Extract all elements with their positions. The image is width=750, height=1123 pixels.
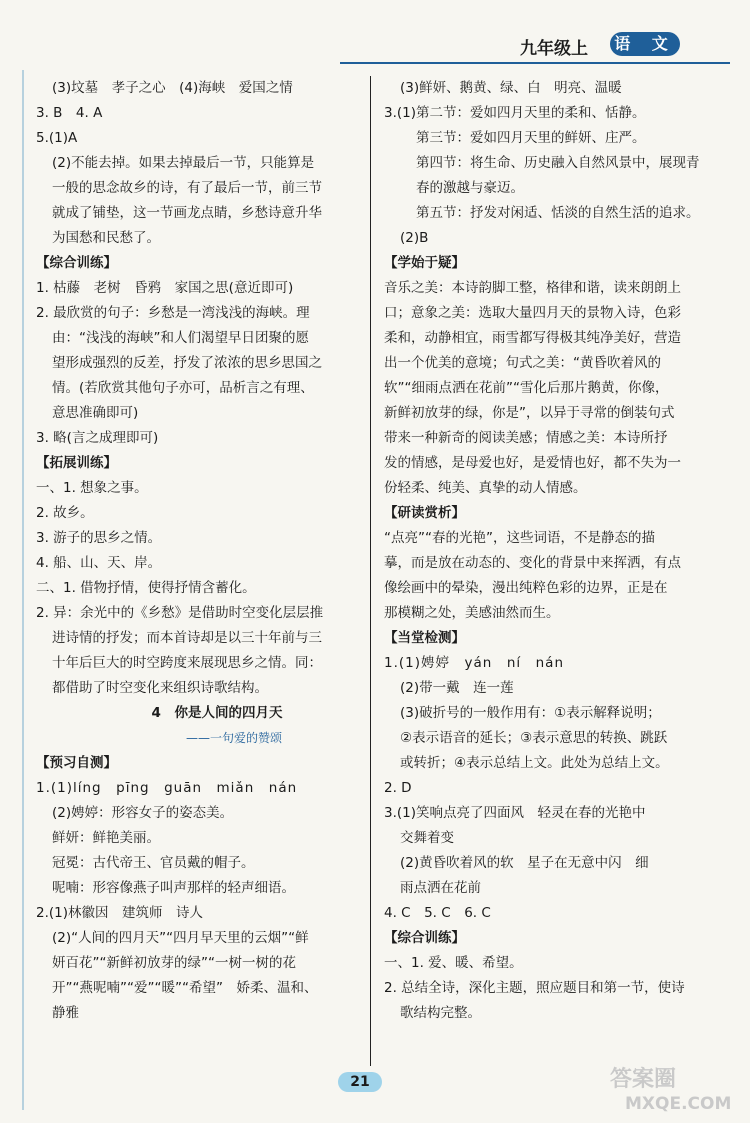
answer-line: (2)B [400, 230, 429, 246]
answer-line: 口；意象之美：选取大量四月天的景物入诗，色彩 [384, 305, 681, 321]
answer-line: 情。(若欣赏其他句子亦可，品析言之有理、 [52, 380, 314, 396]
answer-line: 1.(1)娉婷 yán ní nán [384, 655, 565, 671]
answer-line: 第四节：将生命、历史融入自然风景中，展现青 [416, 155, 700, 171]
answer-line: 2. 总结全诗，深化主题，照应题目和第一节，使诗 [384, 980, 685, 996]
answer-line: 2. 异：余光中的《乡愁》是借助时空变化层层推 [36, 605, 324, 621]
watermark-logo: 答案圈 [610, 1067, 677, 1092]
answer-line: 就成了铺垫，这一节画龙点睛，乡愁诗意升华 [52, 205, 322, 221]
answer-line: 5.(1)A [36, 130, 78, 146]
answer-line: 都借助了时空变化来组织诗歌结构。 [52, 680, 268, 696]
answer-line: 一、1. 爱、暖、希望。 [384, 955, 523, 971]
answer-line: 开”“燕呢喃”“爱”“暖”“希望” 娇柔、温和、 [52, 980, 318, 996]
answer-line: 柔和，动静相宜，雨雪都写得极其纯净美好，营造 [384, 330, 681, 346]
answer-line: 十年后巨大的时空跨度来展现思乡之情。同： [52, 655, 322, 671]
section-heading: 【学始于疑】 [384, 255, 465, 271]
right-column [384, 76, 714, 1026]
answer-line: (3)破折号的一般作用有：①表示解释说明； [400, 705, 661, 721]
section-heading: 【研读赏析】 [384, 505, 465, 521]
answer-line: 1. 枯藤 老树 昏鸦 家国之思(意近即可) [36, 280, 294, 296]
binding-spine-line [22, 70, 24, 1110]
answer-line: 份轻柔、纯美、真挚的动人情感。 [384, 480, 587, 496]
answer-line: (3)鲜妍、鹅黄、绿、白 明亮、温暖 [400, 80, 622, 96]
answer-line: 或转折；④表示总结上文。此处为总结上文。 [400, 755, 669, 771]
subject-badge: 语 文 [610, 32, 680, 56]
answer-line: 第三节：爱如四月天里的鲜妍、庄严。 [416, 130, 646, 146]
answer-line: 冠冕：古代帝王、官员戴的帽子。 [52, 855, 255, 871]
answer-line: 4. 船、山、天、岸。 [36, 555, 162, 571]
answer-line: 像绘画中的晕染，漫出纯粹色彩的边界，正是在 [384, 580, 668, 596]
section-heading: 【综合训练】 [36, 255, 117, 271]
answer-line: 望形成强烈的反差，抒发了浓浓的思乡思国之 [52, 355, 322, 371]
answer-line: 雨点洒在花前 [400, 880, 481, 896]
answer-line: 出一个优美的意境；句式之美：“黄昏吹着风的 [384, 355, 661, 371]
section-heading: 【综合训练】 [384, 930, 465, 946]
answer-line: 二、1. 借物抒情，使得抒情含蓄化。 [36, 580, 256, 596]
answer-line: 3. 游子的思乡之情。 [36, 530, 162, 546]
answer-line: 由：“浅浅的海峡”和人们渴望早日团聚的愿 [52, 330, 309, 346]
answer-line: (3)坟墓 孝子之心 (4)海峡 爱国之情 [52, 80, 293, 96]
section-heading: 【拓展训练】 [36, 455, 117, 471]
answer-line: 交舞着变 [400, 830, 454, 846]
answer-line: 2. 故乡。 [36, 505, 94, 521]
answer-line: (2)黄昏吹着风的软 星子在无意中闪 细 [400, 855, 649, 871]
answer-line: 进诗情的抒发；而本首诗却是以三十年前与三 [52, 630, 322, 646]
lesson-title: 4 你是人间的四月天 [151, 705, 283, 721]
answer-line: 3. 略(言之成理即可) [36, 430, 159, 446]
answer-line: 静雅 [52, 1005, 79, 1021]
answer-line: 4. C 5. C 6. C [384, 905, 491, 921]
answer-line: 呢喃：形容像燕子叫声那样的轻声细语。 [52, 880, 295, 896]
answer-line: 3. B 4. A [36, 105, 103, 121]
answer-line: 为国愁和民愁了。 [52, 230, 160, 246]
page-number: 21 [338, 1072, 382, 1092]
answer-line: 2. D [384, 780, 412, 796]
answer-line: 3.(1)笑响点亮了四面风 轻灵在春的光艳中 [384, 805, 646, 821]
watermark-url: MXQE.COM [625, 1094, 732, 1114]
grade-label: 九年级上 [520, 39, 588, 59]
answer-line: 意思准确即可) [52, 405, 139, 421]
page-header [0, 30, 750, 70]
answer-line: “点亮”“春的光艳”，这些词语，不是静态的描 [384, 530, 655, 546]
section-heading: 【预习自测】 [36, 755, 117, 771]
answer-line: 妍百花”“新鲜初放芽的绿”“一树一树的花 [52, 955, 296, 971]
answer-line: (2)带一戴 连一莲 [400, 680, 514, 696]
answer-line: 软”“细雨点洒在花前”“雪化后那片鹅黄，你像， [384, 380, 669, 396]
column-divider [370, 76, 371, 1066]
left-column [36, 76, 362, 1026]
answer-line: (2)娉婷：形容女子的姿态美。 [52, 805, 234, 821]
answer-line: 2. 最欣赏的句子：乡愁是一湾浅浅的海峡。理 [36, 305, 310, 321]
answer-line: 鲜妍：鲜艳美丽。 [52, 830, 160, 846]
answer-line: 第五节：抒发对闲适、恬淡的自然生活的追求。 [416, 205, 700, 221]
answer-line: 3.(1)第二节：爱如四月天里的柔和、恬静。 [384, 105, 646, 121]
answer-line: 发的情感，是母爱也好，是爱情也好，都不失为一 [384, 455, 681, 471]
answer-line: 2.(1)林徽因 建筑师 诗人 [36, 905, 204, 921]
section-heading: 【当堂检测】 [384, 630, 465, 646]
answer-line: (2)不能去掉。如果去掉最后一节，只能算是 [52, 155, 315, 171]
answer-line: (2)“人间的四月天”“四月早天里的云烟”“鲜 [52, 930, 309, 946]
lesson-subtitle: ——一句爱的赞颂 [185, 731, 282, 745]
answer-line: 一般的思念故乡的诗，有了最后一节，前三节 [52, 180, 322, 196]
answer-line: 歌结构完整。 [400, 1005, 481, 1021]
answer-line: 那模糊之处，美感油然而生。 [384, 605, 560, 621]
answer-line: 音乐之美：本诗韵脚工整，格律和谐，读来朗朗上 [384, 280, 681, 296]
answer-line: 一、1. 想象之事。 [36, 480, 148, 496]
answer-line: ②表示语音的延长；③表示意思的转换、跳跃 [400, 730, 668, 746]
answer-line: 1.(1)líng pīng guān miǎn nán [36, 780, 298, 796]
header-rule [340, 62, 730, 64]
answer-line: 新鲜初放芽的绿，你是”，以异于寻常的倒装句式 [384, 405, 675, 421]
answer-line: 摹，而是放在动态的、变化的背景中来挥洒，有点 [384, 555, 681, 571]
answer-line: 带来一种新奇的阅读美感；情感之美：本诗所抒 [384, 430, 668, 446]
answer-line: 春的激越与豪迈。 [416, 180, 524, 196]
